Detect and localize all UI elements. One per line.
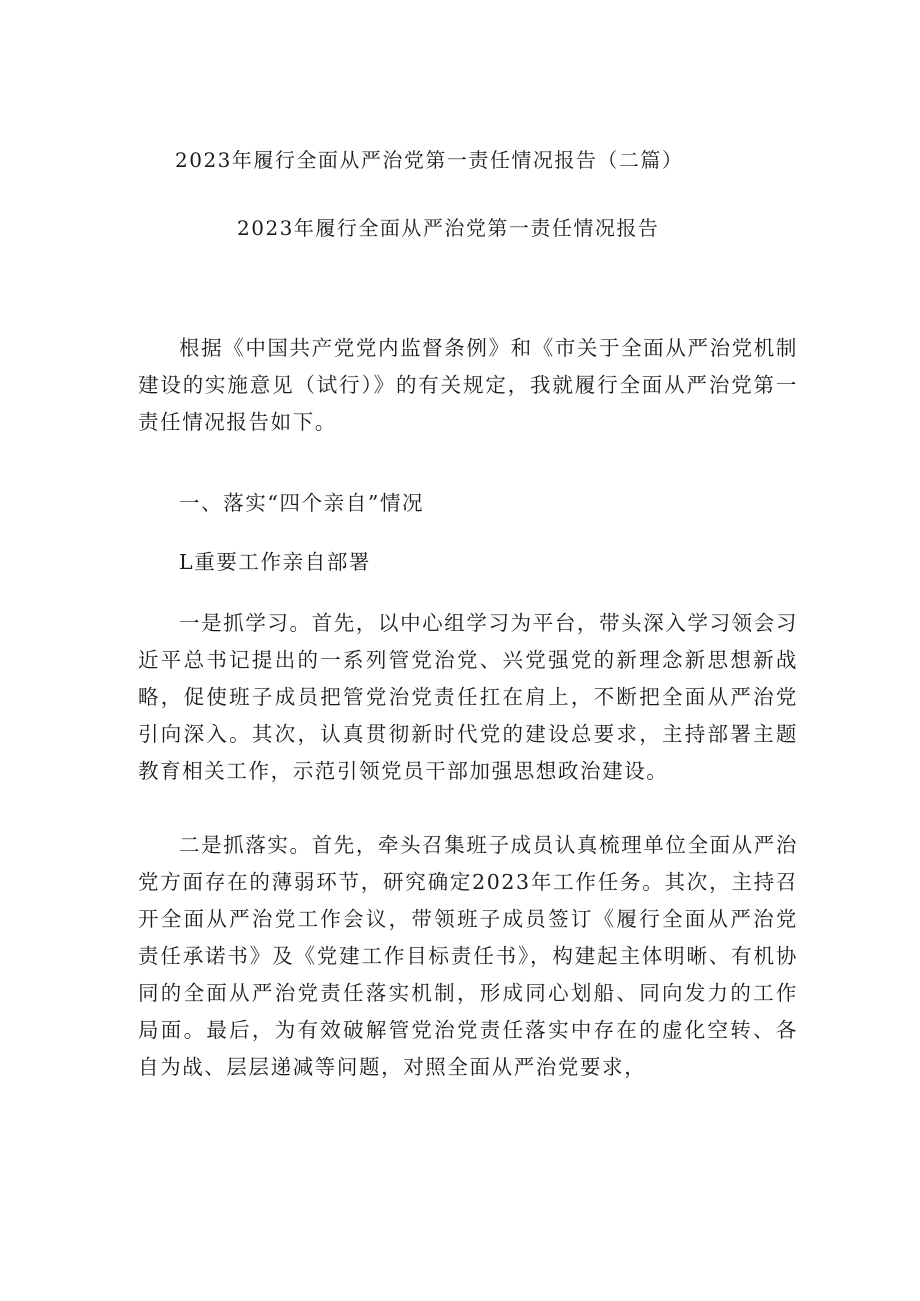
subsection-heading-text: L重要工作亲自部署 [179, 550, 372, 574]
intro-text: 根据《中国共产党党内监督条例》和《市关于全面从严治党机制建设的实施意见（试行）》的有关规定，我就履行全面从严治党第一责任情况报告如下。 [138, 336, 798, 434]
implementation-paragraph-text: 二是抓落实。首先，牵头召集班子成员认真梳理单位全面从严治党方面存在的薄弱环节，研究确定2023年工作任务。其次，主持召开全面从严治党工作会议，带领班子成员签订《履行全面从严治党责任承诺书》及《党建工作目标责任书》，构建起主体明晰、有机协同的全面从严治党责任落实机制，形成同心划船、同向发力的工作局面。最后，为有效破解管党治党责任落实中存在的虚化空转、各自为战、层层递减等问题，对照全面从严治党要求， [138, 833, 798, 1079]
section-heading-text: 一、落实“四个亲自”情况 [179, 491, 425, 515]
study-paragraph-text: 一是抓学习。首先，以中心组学习为平台，带头深入学习领会习近平总书记提出的一系列管党治党、兴党强党的新理念新思想新战略，促使班子成员把管党治党责任扛在肩上，不断把全面从严治党引向深入。其次，认真贯彻新时代党的建设总要求，主持部署主题教育相关工作，示范引领党员干部加强思想政治建设。 [138, 611, 798, 783]
study-paragraph [138, 605, 798, 790]
document-subtitle: 2023年履行全面从严治党第一责任情况报告 [237, 216, 660, 240]
implementation-paragraph [138, 827, 798, 1086]
section-heading [138, 485, 798, 522]
subsection-heading [138, 544, 798, 581]
document-title: 2023年履行全面从严治党第一责任情况报告（二篇） [175, 148, 684, 172]
intro-paragraph [138, 330, 798, 441]
